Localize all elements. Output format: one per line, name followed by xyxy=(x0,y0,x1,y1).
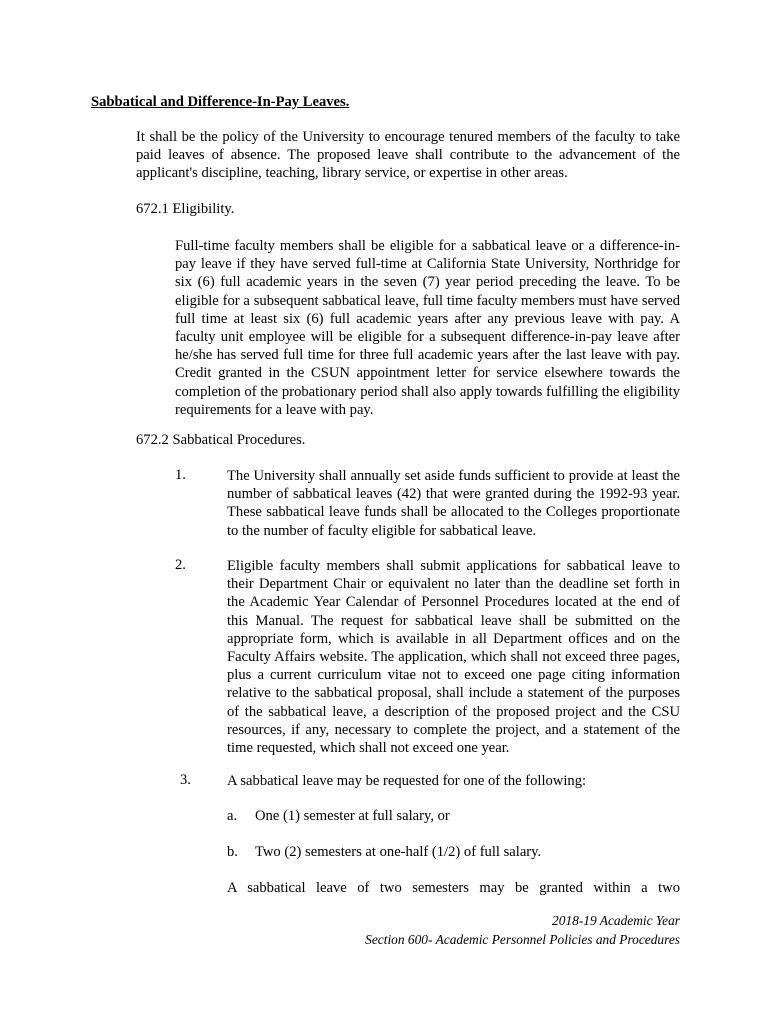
item-text: The University shall annually set aside funds sufficient to provide at least the number of sabbatical leaves (42) that were granted during the 1992-93 year. These sabbatical leave funds shall be allocated to the Colleges proportionate to the number of faculty eligible for sabbatical leave. xyxy=(227,468,680,539)
procedures-title: 672.2 Sabbatical Procedures. xyxy=(136,432,306,448)
intro-paragraph: It shall be the policy of the University to encourage tenured members of the faculty to take paid leaves of absence. The proposed leave shall contribute to the advancement of the applicant's discipline, teaching, library service, or expertise in other areas. xyxy=(136,129,680,182)
sub-item-text: One (1) semester at full salary, or xyxy=(255,808,450,824)
item-text: A sabbatical leave may be requested for one of the following: xyxy=(227,773,587,789)
eligibility-title: 672.1 Eligibility. xyxy=(136,201,235,217)
continuation-text: A sabbatical leave of two semesters may be granted within a two xyxy=(227,880,680,896)
sub-item-letter: b. xyxy=(227,844,238,860)
item-text: Eligible faculty members shall submit applications for sabbatical leave to their Department Chair or equivalent no later than the deadline set forth in the Academic Year Calendar of Personnel Procedures located at the end of this Manual. The request for sabbatical leave shall be submitted on the appropriate form, which is available in all Department offices and on the Faculty Affairs website. The application, which shall not exceed three pages, plus a current curriculum vitae not to exceed one page citing information relative to the sabbatical proposal, shall include a statement of the purposes of the sabbatical leave, a description of the proposed project and the CSU resources, if any, necessary to complete the project, and a statement of the time requested, which shall not exceed one year. xyxy=(227,558,680,757)
footer-section: Section 600- Academic Personnel Policies and Procedures xyxy=(365,932,680,947)
sub-item-text: Two (2) semesters at one-half (1/2) of full salary. xyxy=(255,844,542,860)
item-number: 3. xyxy=(180,772,191,788)
item-number: 2. xyxy=(175,557,186,573)
footer-year: 2018-19 Academic Year xyxy=(552,913,680,928)
sub-item-letter: a. xyxy=(227,808,238,824)
eligibility-paragraph: Full-time faculty members shall be eligible for a sabbatical leave or a difference-in-pay leave if they have served full-time at California State University, Northridge for six (6) full academic years in the seven (7) year period preceding the leave. To be eligible for a subsequent sabbatical leave, full time faculty members must have served full time at least six (6) full academic years after any previous leave with pay. A faculty unit employee will be eligible for a subsequent difference-in-pay leave after he/she has served full time for three full academic years after the last leave with pay. Credit granted in the CSUN appointment letter for service elsewhere towards the completion of the probationary period shall also apply towards fulfilling the eligibility requirements for a leave with pay. xyxy=(175,238,680,418)
section-heading: Sabbatical and Difference-In-Pay Leaves. xyxy=(91,94,350,110)
item-number: 1. xyxy=(175,467,186,483)
